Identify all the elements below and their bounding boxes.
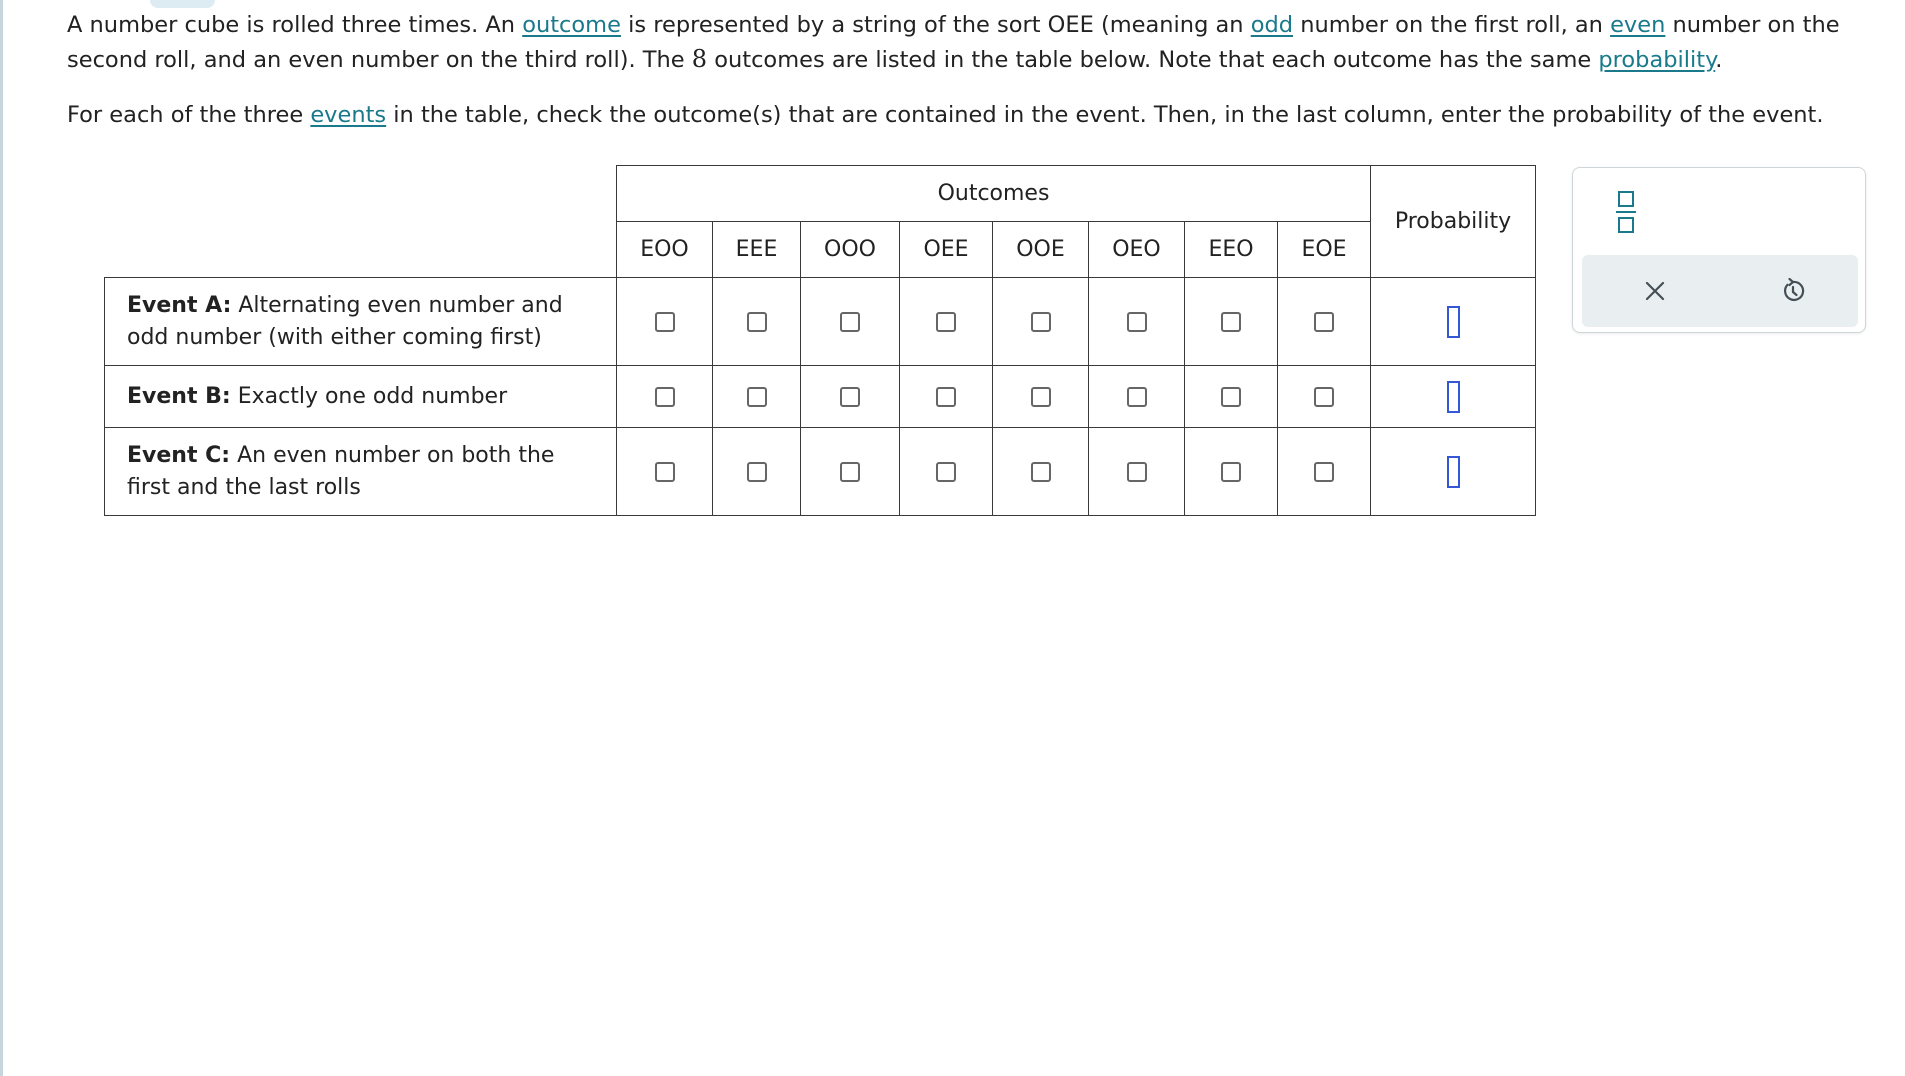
event-c-description — [105, 428, 617, 516]
checkbox-event-c-ooo[interactable] — [840, 462, 860, 482]
checkbox-event-a-eoe[interactable] — [1314, 312, 1334, 332]
checkbox-event-b-eoo[interactable] — [655, 387, 675, 407]
checkbox-cell — [713, 428, 801, 516]
link-outcome[interactable]: outcome — [522, 12, 621, 38]
link-events[interactable]: events — [310, 102, 387, 128]
outcome-count: 8 — [691, 45, 708, 73]
event-a-description — [105, 278, 617, 366]
checkbox-event-b-eee[interactable] — [747, 387, 767, 407]
checkbox-event-a-oeo[interactable] — [1127, 312, 1147, 332]
table-corner — [105, 166, 617, 278]
probability-input-event-c[interactable] — [1447, 456, 1460, 488]
event-row — [105, 278, 1536, 366]
outcome-header-ooe: OOE — [993, 222, 1089, 278]
outcome-header-oee: OEE — [900, 222, 993, 278]
checkbox-cell — [801, 366, 900, 428]
link-even[interactable]: even — [1610, 12, 1666, 38]
checkbox-cell — [801, 278, 900, 366]
event-label: Event C: — [127, 442, 231, 468]
toolbox-actions — [1582, 255, 1858, 327]
event-label: Event B: — [127, 383, 231, 409]
checkbox-event-b-oeo[interactable] — [1127, 387, 1147, 407]
fraction-icon[interactable] — [1613, 188, 1639, 236]
event-row — [105, 428, 1536, 516]
checkbox-event-b-ooe[interactable] — [1031, 387, 1051, 407]
checkbox-event-c-oeo[interactable] — [1127, 462, 1147, 482]
checkbox-event-a-oee[interactable] — [936, 312, 956, 332]
outcomes-header: Outcomes — [617, 166, 1371, 222]
checkbox-cell — [1185, 366, 1278, 428]
outcome-header-ooo: OOO — [801, 222, 900, 278]
event-b-description — [105, 366, 617, 428]
probability-input-event-b[interactable] — [1447, 381, 1460, 413]
checkbox-cell — [713, 278, 801, 366]
checkbox-event-a-ooe[interactable] — [1031, 312, 1051, 332]
checkbox-cell — [713, 366, 801, 428]
checkbox-event-b-eoe[interactable] — [1314, 387, 1334, 407]
probability-input-event-a[interactable] — [1447, 306, 1460, 338]
outcome-header-eoe: EOE — [1278, 222, 1371, 278]
outcome-header-eoo: EOO — [617, 222, 713, 278]
link-probability[interactable]: probability — [1598, 47, 1716, 73]
checkbox-cell — [900, 366, 993, 428]
checkbox-cell — [900, 428, 993, 516]
checkbox-cell — [993, 366, 1089, 428]
checkbox-cell — [1278, 428, 1371, 516]
checkbox-cell — [801, 428, 900, 516]
checkbox-cell — [993, 428, 1089, 516]
outcome-header-eeo: EEO — [1185, 222, 1278, 278]
event-label: Event A: — [127, 292, 232, 318]
checkbox-event-a-eeo[interactable] — [1221, 312, 1241, 332]
checkbox-cell — [1089, 428, 1185, 516]
event-row — [105, 366, 1536, 428]
outcome-header-eee: EEE — [713, 222, 801, 278]
checkbox-cell — [1278, 278, 1371, 366]
checkbox-event-b-ooo[interactable] — [840, 387, 860, 407]
checkbox-cell — [1185, 428, 1278, 516]
checkbox-cell — [1089, 366, 1185, 428]
page-left-border — [0, 0, 3, 1076]
top-tab — [150, 0, 215, 8]
undo-icon[interactable] — [1778, 276, 1808, 306]
checkbox-event-b-eeo[interactable] — [1221, 387, 1241, 407]
probability-cell — [1371, 366, 1536, 428]
checkbox-cell — [1185, 278, 1278, 366]
checkbox-event-c-eee[interactable] — [747, 462, 767, 482]
intro-paragraph-2: For each of the three events in the table, check the outcome(s) that are contained in the event. Then, in the last column, enter the probability of the event. — [67, 102, 1824, 128]
checkbox-cell — [993, 278, 1089, 366]
checkbox-event-c-oee[interactable] — [936, 462, 956, 482]
close-icon[interactable] — [1640, 276, 1670, 306]
checkbox-cell — [617, 278, 713, 366]
event-text: Alternating even number and odd number (with either coming first) — [127, 292, 563, 350]
event-text: An even number on both the first and the last rolls — [127, 442, 555, 500]
probability-cell — [1371, 428, 1536, 516]
checkbox-cell — [1278, 366, 1371, 428]
checkbox-event-a-eoo[interactable] — [655, 312, 675, 332]
link-odd[interactable]: odd — [1250, 12, 1294, 38]
checkbox-event-c-eeo[interactable] — [1221, 462, 1241, 482]
checkbox-event-a-eee[interactable] — [747, 312, 767, 332]
problem-statement — [67, 8, 1867, 132]
outcome-header-oeo: OEO — [1089, 222, 1185, 278]
checkbox-cell — [900, 278, 993, 366]
checkbox-event-c-eoe[interactable] — [1314, 462, 1334, 482]
probability-cell — [1371, 278, 1536, 366]
checkbox-event-a-ooo[interactable] — [840, 312, 860, 332]
probability-header: Probability — [1371, 166, 1536, 278]
math-toolbox — [1572, 167, 1866, 333]
checkbox-cell — [1089, 278, 1185, 366]
events-outcomes-table — [104, 165, 1536, 516]
event-text: Exactly one odd number — [237, 383, 508, 409]
checkbox-event-c-eoo[interactable] — [655, 462, 675, 482]
checkbox-event-c-ooe[interactable] — [1031, 462, 1051, 482]
checkbox-event-b-oee[interactable] — [936, 387, 956, 407]
checkbox-cell — [617, 366, 713, 428]
intro-paragraph-1: A number cube is rolled three times. An outcome is represented by a string of the sort OEE (meaning an odd number on the first roll, an even number on the second roll, and an even number on the third roll). The 8 outcomes are listed in the table below. Note that each outcome has the same probability. — [67, 12, 1840, 73]
checkbox-cell — [617, 428, 713, 516]
